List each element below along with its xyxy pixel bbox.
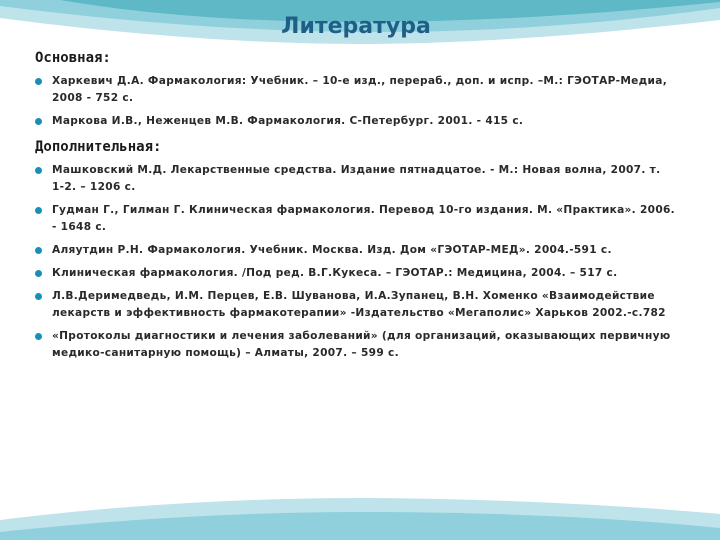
- list-item: [35, 265, 675, 282]
- list-item-text: Гудман Г., Гилман Г. Клиническая фармакология. Перевод 10-го издания. М. «Практика». 2006. - 1648 с.: [52, 204, 675, 233]
- list-item: [35, 242, 675, 259]
- list-item: [35, 202, 675, 236]
- bullet-icon: [35, 167, 42, 174]
- list-item-text: Маркова И.В., Неженцев М.В. Фармакология. С-Петербург. 2001. - 415 с.: [52, 115, 524, 127]
- list-item: [35, 288, 675, 322]
- bullet-icon: [35, 78, 42, 85]
- list-item-text: «Протоколы диагностики и лечения заболеваний» (для организаций, оказывающих первичную медико-санитарную помощь) – Алматы, 2007. – 599 с.: [52, 330, 671, 359]
- additional-heading: Дополнительная:: [35, 139, 162, 155]
- list-item: [35, 162, 675, 196]
- list-item-text: Клиническая фармакология. /Под ред. В.Г.Кукеса. – ГЭОТАР.: Медицина, 2004. – 517 с.: [52, 267, 618, 279]
- list-item: [35, 73, 675, 107]
- list-item: [35, 113, 675, 130]
- slide-title: Литература: [281, 14, 431, 39]
- bullet-icon: [35, 247, 42, 254]
- additional-list: [35, 162, 675, 362]
- bullet-icon: [35, 293, 42, 300]
- list-item: [35, 328, 675, 362]
- bullet-icon: [35, 118, 42, 125]
- bullet-icon: [35, 333, 42, 340]
- bullet-icon: [35, 270, 42, 277]
- bullet-icon: [35, 207, 42, 214]
- list-item-text: Л.В.Деримедведь, И.М. Перцев, Е.В. Шуванова, И.А.Зупанец, В.Н. Хоменко «Взаимодействие лекарств и эффективность фармакотерапии» -Издательство «Мегаполис» Харьков 2002.-с.782: [52, 290, 666, 319]
- list-item-text: Харкевич Д.А. Фармакология: Учебник. – 10-е изд., перераб., доп. и испр. –М.: ГЭОТАР-Медиа, 2008 - 752 с.: [52, 75, 668, 104]
- list-item-text: Машковский М.Д. Лекарственные средства. Издание пятнадцатое. - М.: Новая волна, 2007. т. 1-2. – 1206 с.: [52, 164, 661, 193]
- literature-content: [35, 49, 675, 368]
- list-item-text: Аляутдин Р.Н. Фармакология. Учебник. Москва. Изд. Дом «ГЭОТАР-МЕД». 2004.-591 с.: [52, 244, 612, 256]
- basic-heading: Основная:: [35, 50, 111, 66]
- basic-list: [35, 73, 675, 130]
